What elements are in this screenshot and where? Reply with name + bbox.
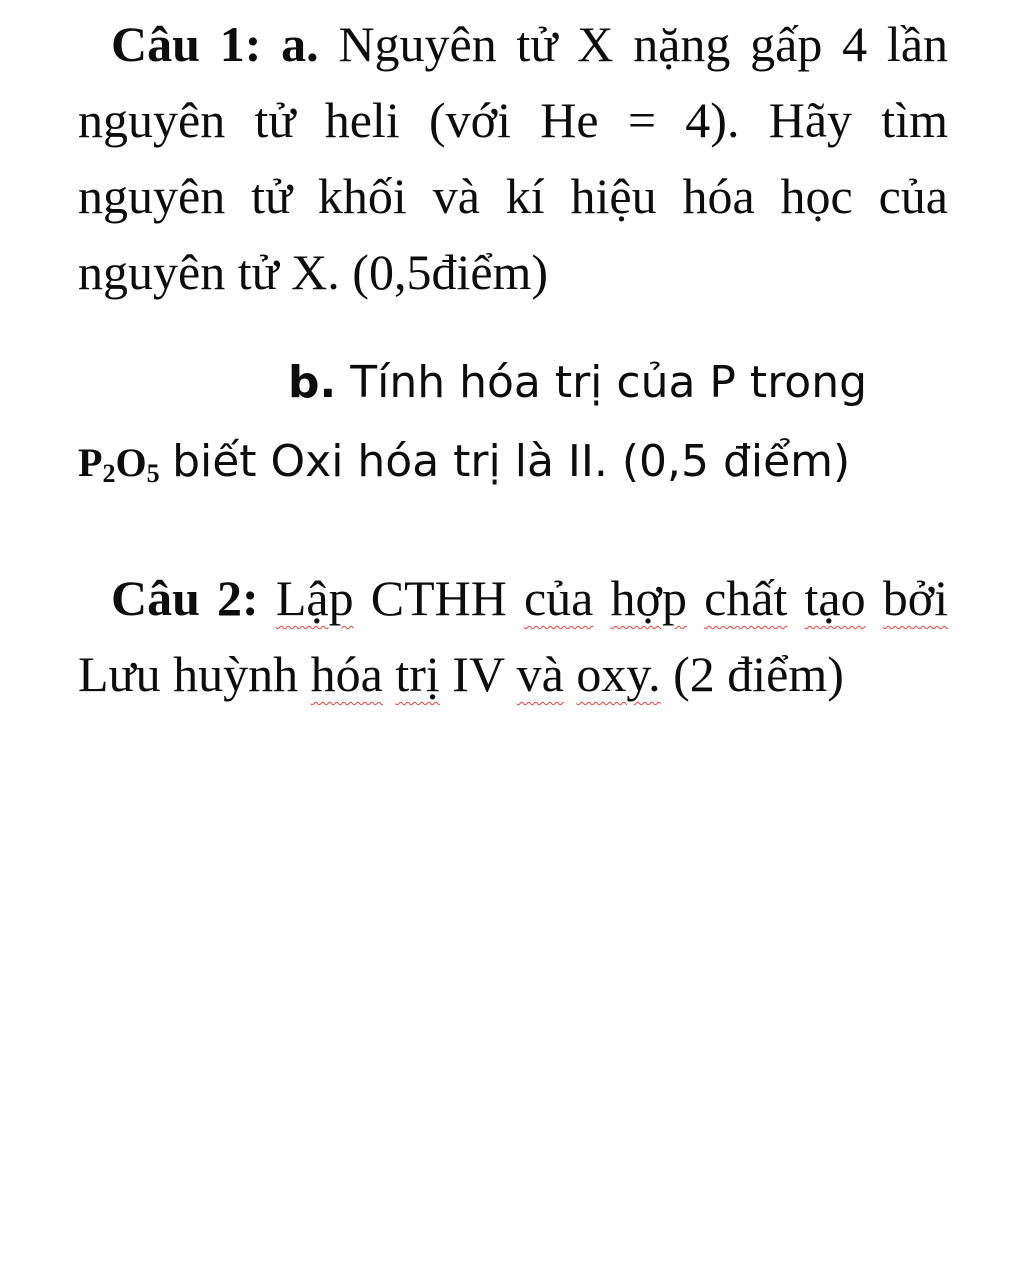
question-2	[78, 560, 948, 712]
question-1-label: Câu 1:	[111, 16, 262, 72]
question-2-word: huỳnh	[173, 646, 299, 702]
question-2-word: hóa	[310, 646, 383, 702]
formula-subscript-2: 2	[102, 459, 116, 488]
formula-p2o5	[78, 440, 160, 488]
part-b-text-2: biết Oxi hóa trị là II. (0,5 điểm)	[172, 436, 851, 487]
question-2-word: oxy.	[576, 646, 661, 702]
formula-subscript-5: 5	[146, 459, 160, 488]
part-b-text-1: Tính hóa trị của P trong	[350, 357, 868, 408]
formula-element-o: O	[115, 440, 147, 485]
question-2-word: chất	[704, 570, 788, 626]
question-2-score: (2 điểm)	[673, 646, 844, 702]
formula-element-p: P	[78, 440, 103, 485]
question-2-word: IV	[452, 646, 505, 702]
part-a-text: Nguyên tử X nặng gấp 4 lần nguyên tử heli (với He = 4). Hãy tìm nguyên tử khối và kí hiệu hóa học của nguyên tử X. (0,5điểm)	[78, 16, 949, 300]
question-2-word: tạo	[804, 570, 866, 626]
question-2-word: bởi	[882, 570, 949, 626]
part-b-label: b.	[288, 357, 337, 408]
question-2-label: Câu 2:	[111, 570, 259, 626]
question-1-part-a	[78, 6, 948, 310]
question-1-part-b	[78, 342, 918, 501]
question-2-word: Lập	[275, 570, 354, 626]
question-2-word: CTHH	[370, 570, 507, 626]
question-2-word: và	[516, 646, 564, 702]
question-2-word: hợp	[610, 570, 687, 626]
question-2-word: Lưu	[78, 646, 161, 702]
question-2-word: trị	[395, 646, 440, 702]
question-2-word: của	[523, 570, 594, 626]
part-a-label: a.	[281, 16, 319, 72]
